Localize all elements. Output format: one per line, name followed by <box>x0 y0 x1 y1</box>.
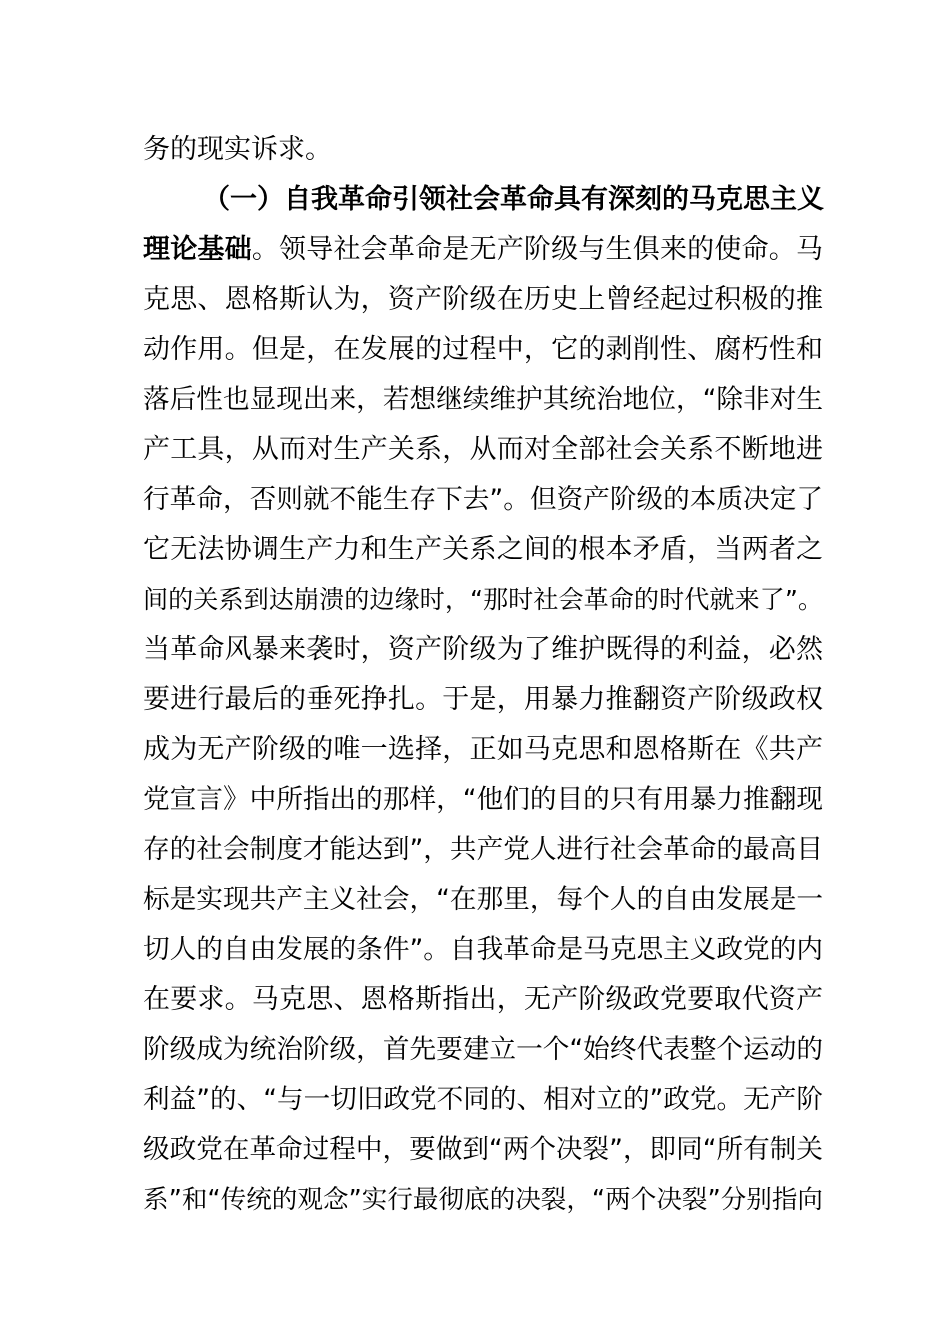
text-segment: 它无法协调生产力和生产关系之间的根本矛盾，当两者之 <box>143 534 823 565</box>
text-segment: 成为无产阶级的唯一选择，正如马克思和恩格斯在《共产 <box>143 734 823 765</box>
text-line <box>143 230 823 270</box>
section-heading <box>203 180 823 220</box>
text-line <box>143 680 823 720</box>
text-line <box>143 930 823 970</box>
text-line <box>143 280 823 320</box>
text-line <box>143 480 823 520</box>
text-line <box>143 630 823 670</box>
text-line <box>143 1180 823 1220</box>
text-segment: 切人的自由发展的条件”。自我革命是马克思主义政党的内 <box>143 934 823 965</box>
text-segment: 。领导社会革命是无产阶级与生俱来的使命。马 <box>251 234 824 265</box>
text-segment: 产工具，从而对生产关系，从而对全部社会关系不断地进 <box>143 434 823 465</box>
text-line <box>143 780 823 820</box>
text-line <box>143 530 823 570</box>
text-line <box>143 1030 823 1070</box>
text-segment: 动作用。但是，在发展的过程中，它的剥削性、腐朽性和 <box>143 334 823 365</box>
text-segment: 务的现实诉求。 <box>143 134 332 165</box>
text-segment: 在要求。马克思、恩格斯指出，无产阶级政党要取代资产 <box>143 984 823 1015</box>
text-line <box>143 980 823 1020</box>
text-line <box>143 730 823 770</box>
text-line <box>143 580 823 620</box>
text-segment: 克思、恩格斯认为，资产阶级在历史上曾经起过积极的推 <box>143 284 823 315</box>
text-line <box>143 830 823 870</box>
text-segment: 行革命，否则就不能生存下去”。但资产阶级的本质决定了 <box>143 484 823 515</box>
text-line <box>143 430 823 470</box>
text-segment: 党宣言》中所指出的那样，“他们的目的只有用暴力推翻现 <box>143 784 823 815</box>
text-line <box>143 380 823 420</box>
text-line <box>143 1130 823 1170</box>
text-segment: 标是实现共产主义社会，“在那里，每个人的自由发展是一 <box>143 884 823 915</box>
text-segment: 落后性也显现出来，若想继续维护其统治地位，“除非对生 <box>143 384 823 415</box>
text-line <box>143 130 823 170</box>
text-segment: 利益”的、“与一切旧政党不同的、相对立的”政党。无产阶 <box>143 1084 823 1115</box>
heading-text: （一）自我革命引领社会革命具有深刻的马克思主义 <box>203 184 824 215</box>
heading-text: 理论基础 <box>143 234 252 265</box>
text-segment: 当革命风暴来袭时，资产阶级为了维护既得的利益，必然 <box>143 634 823 665</box>
text-line <box>143 880 823 920</box>
text-segment: 系”和“传统的观念”实行最彻底的决裂，“两个决裂”分别指向 <box>143 1185 823 1215</box>
text-segment: 阶级成为统治阶级，首先要建立一个“始终代表整个运动的 <box>143 1034 823 1065</box>
text-segment: 间的关系到达崩溃的边缘时，“那时社会革命的时代就来了”。 <box>143 585 823 614</box>
text-line <box>143 1080 823 1120</box>
text-segment: 存的社会制度才能达到”，共产党人进行社会革命的最高目 <box>143 834 823 865</box>
text-segment: 级政党在革命过程中，要做到“两个决裂”，即同“所有制关 <box>143 1134 823 1165</box>
text-line <box>143 330 823 370</box>
text-segment: 要进行最后的垂死挣扎。于是，用暴力推翻资产阶级政权 <box>143 684 823 715</box>
